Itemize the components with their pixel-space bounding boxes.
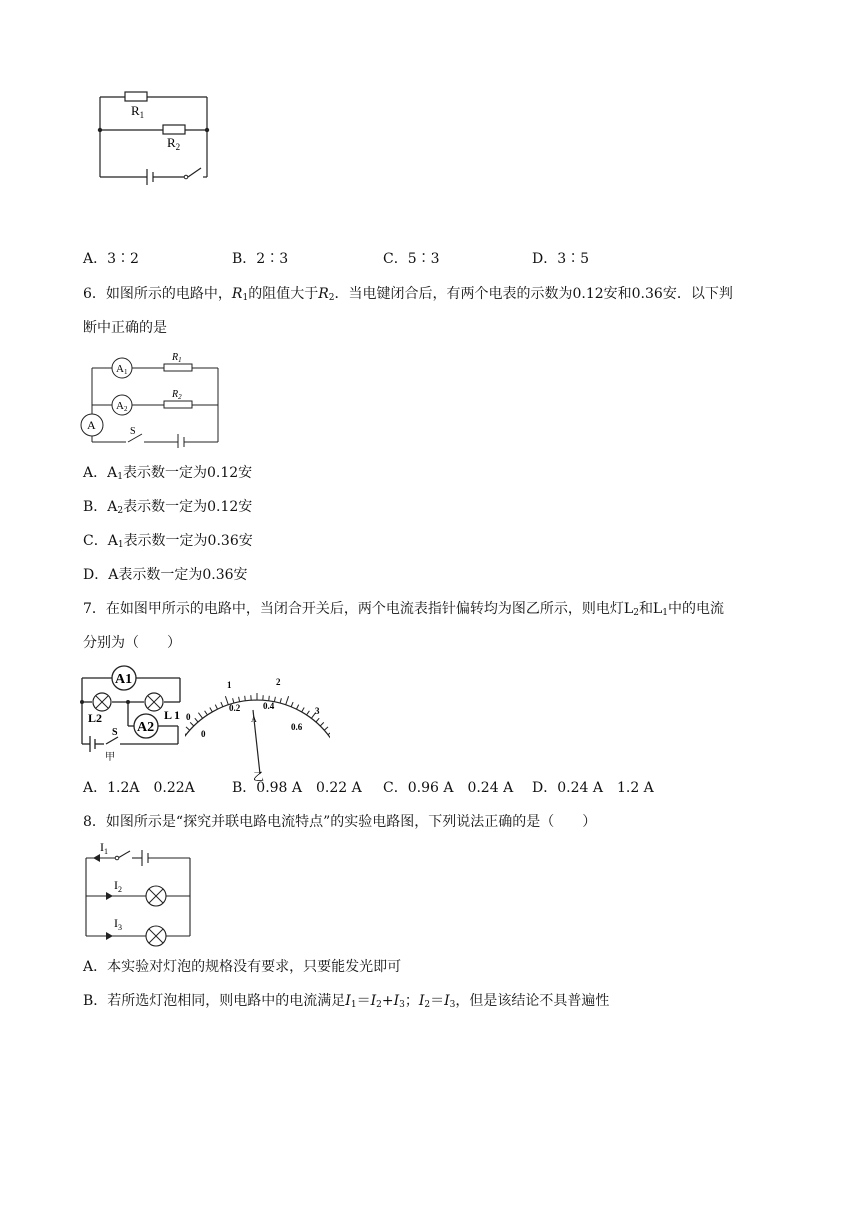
dial-top-label-0: 0 xyxy=(186,712,191,722)
q7-option-d: D．0.24 A 1.2 A xyxy=(532,780,654,796)
dial-tick xyxy=(210,708,213,712)
l1-label: L 1 xyxy=(164,708,181,722)
q8-option-a: A．本实验对灯泡的规格没有要求，只要能发光即可 xyxy=(83,959,402,975)
i2-label: $I_2$ xyxy=(114,878,122,894)
dial-bottom-label-04: 0.4 xyxy=(263,701,275,711)
dial-top-label-3: 3 xyxy=(315,706,320,716)
dial-tick xyxy=(225,696,228,705)
q6-option-d: D．A表示数一定为0.36安 xyxy=(83,567,248,583)
dial-tick xyxy=(205,711,208,715)
a1-meter-label: A1 xyxy=(116,363,128,376)
dial-top-label-1: 1 xyxy=(227,680,232,690)
q7-option-a: A．1.2A 0.22A xyxy=(83,780,195,796)
q7-ammeter-dial-yi xyxy=(185,672,330,782)
q6-option-c: C．$A_1$表示数一定为0.36安 xyxy=(83,533,253,550)
switch-label: S xyxy=(112,727,118,738)
dial-tick xyxy=(307,711,310,715)
dial-tick xyxy=(190,722,194,726)
i3-label: $I_3$ xyxy=(114,916,122,932)
dial-bottom-label-06: 0.6 xyxy=(291,722,303,732)
q6-stem-line2: 断中正确的是 xyxy=(83,320,167,336)
dial-tick xyxy=(324,727,328,730)
q6-option-a: A．$A_1$表示数一定为0.12安 xyxy=(83,465,253,482)
dial-tick xyxy=(198,713,202,719)
dial-tick xyxy=(302,708,305,712)
r2-label: $R_2$ xyxy=(167,135,181,152)
dial-tick xyxy=(195,718,198,722)
dial-tick xyxy=(320,722,324,726)
jia-label: 甲 xyxy=(105,752,115,763)
r1-label: $R_1$ xyxy=(172,352,182,364)
q7-circuit-jia xyxy=(78,662,188,764)
dial-top-label-2: 2 xyxy=(276,677,281,687)
dial-tick xyxy=(186,727,190,730)
r2-label: $R_2$ xyxy=(172,389,182,401)
q7-option-c: C．0.96 A 0.24 A xyxy=(383,780,514,796)
r2-resistor xyxy=(163,125,185,134)
dial-unit: A xyxy=(251,715,257,724)
dial-tick xyxy=(297,705,299,710)
dial-bottom-label-02: 0.2 xyxy=(229,703,241,713)
a2-meter-label: A2 xyxy=(116,400,128,413)
q5-option-b: B．2∶3 xyxy=(232,251,289,267)
dial-tick xyxy=(286,696,289,705)
q5-option-c: C．5∶3 xyxy=(383,251,440,267)
dial-tick xyxy=(215,705,217,710)
dial-tick xyxy=(239,697,240,702)
q5-option-a: A．3∶2 xyxy=(83,251,139,267)
q6-circuit-diagram xyxy=(78,348,228,448)
dial-tick xyxy=(274,697,275,702)
dial-tick xyxy=(316,718,319,722)
a-meter-label: A xyxy=(87,418,96,432)
q7-stem-line2: 分别为（ ） xyxy=(83,635,181,651)
q8-circuit-diagram xyxy=(80,838,200,950)
a1-meter-label: A1 xyxy=(115,672,133,687)
r1-label: $R_1$ xyxy=(131,103,145,120)
switch-blade xyxy=(188,168,201,177)
q8-option-b: B．若所选灯泡相同，则电路中的电流满足$I_1=I_2+I_3$；$I_2=I_3$，但是该结论不具普遍性 xyxy=(83,993,610,1010)
q7-option-b: B．0.98 A 0.22 A xyxy=(232,780,362,796)
switch-label: S xyxy=(130,426,136,437)
a2-meter-label: A2 xyxy=(137,720,155,735)
i1-label: $I_1$ xyxy=(100,840,108,856)
l2-label: L2 xyxy=(88,711,103,725)
dial-tick xyxy=(245,696,246,701)
q6-option-b: B．$A_2$表示数一定为0.12安 xyxy=(83,499,253,516)
q5-circuit-diagram xyxy=(95,85,215,185)
dial-tick xyxy=(291,702,293,707)
yi-label: 乙 xyxy=(253,771,264,782)
q7-stem-line1: 7．在如图甲所示的电路中，当闭合开关后，两个电流表指针偏转均为图乙所示，则电灯$L_2$和$L_1$中的电流 xyxy=(83,601,724,618)
dial-bottom-label-0: 0 xyxy=(201,729,206,739)
q5-option-d: D．3∶5 xyxy=(532,251,590,267)
dial-tick xyxy=(280,698,281,703)
r1-resistor xyxy=(125,92,147,101)
q8-stem: 8．如图所示是“探究并联电路电流特点”的实验电路图，下列说法正确的是（ ） xyxy=(83,814,597,830)
q6-stem-line1: 6．如图所示的电路中，$R_1$的阻值大于$R_2$．当电键闭合后，有两个电表的示数为0.12安和0.36安．以下判 xyxy=(83,286,733,303)
dial-tick xyxy=(221,702,223,707)
